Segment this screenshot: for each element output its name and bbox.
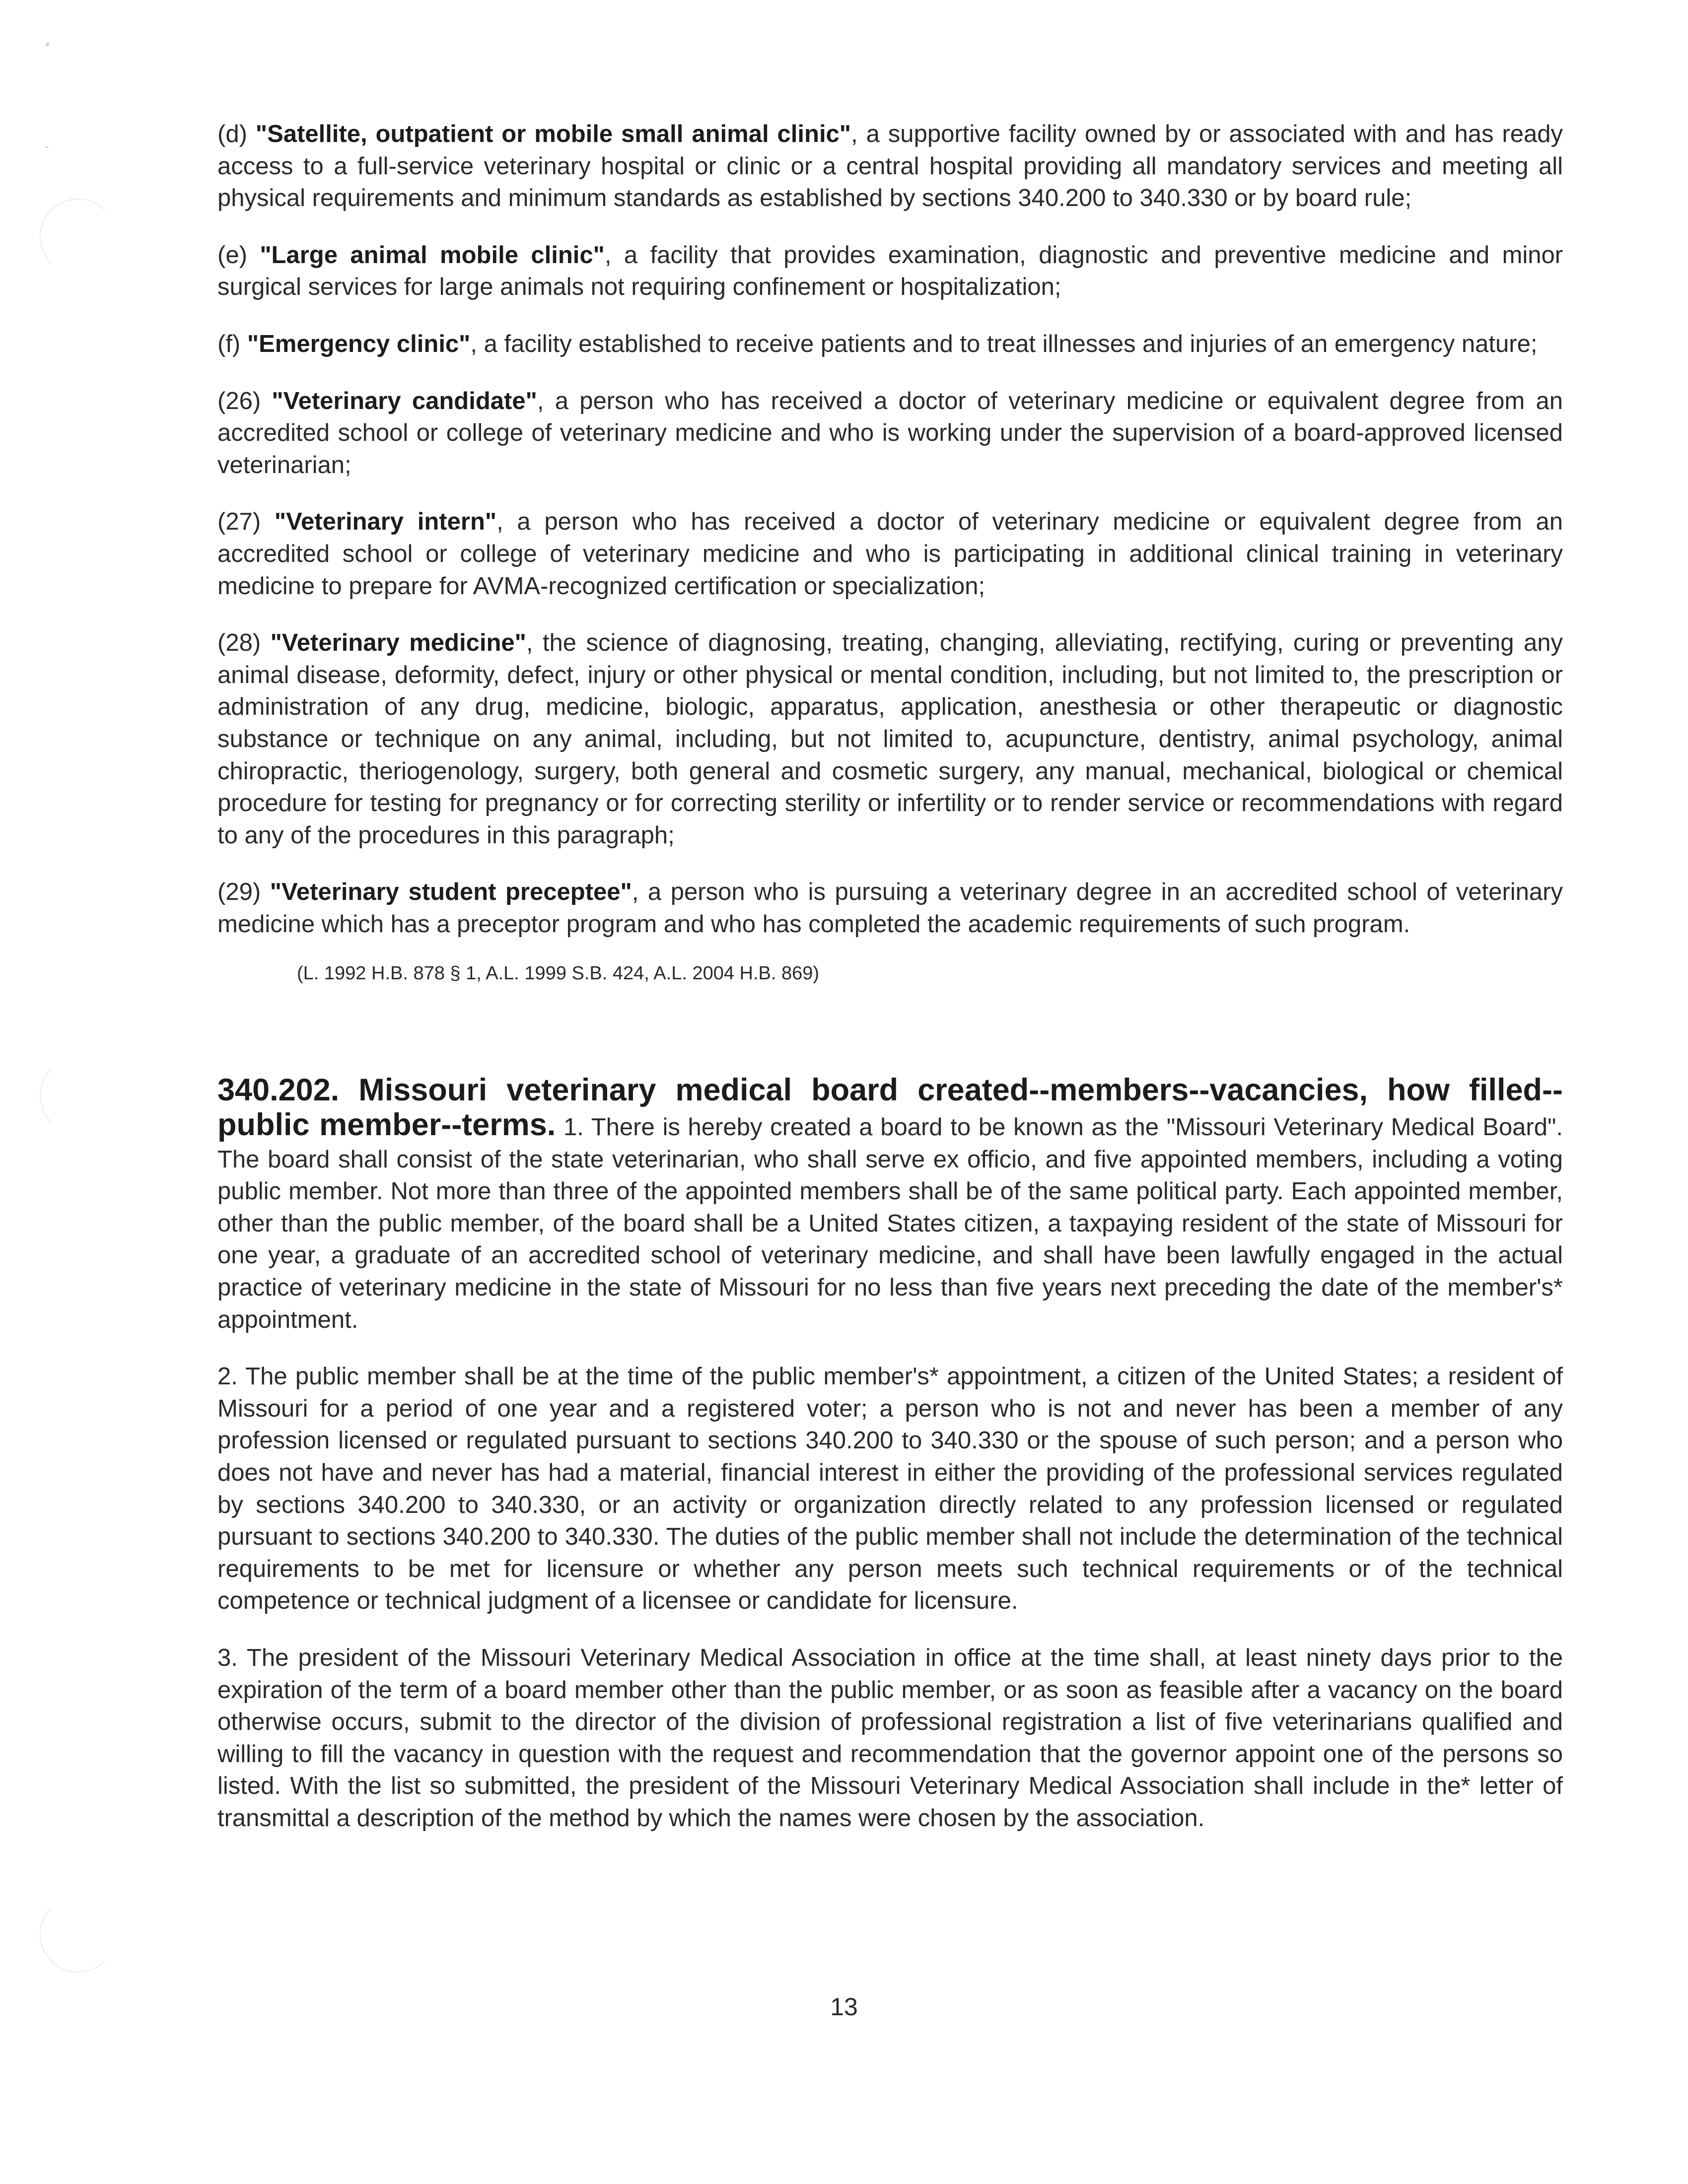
section-340-202 <box>217 1074 1563 1834</box>
defined-term: "Large animal mobile clinic" <box>260 241 605 269</box>
punch-hole-mark-bottom <box>40 1896 116 1973</box>
punch-hole-mark-top <box>40 199 116 275</box>
item-label: (f) <box>217 330 247 357</box>
definition-text: , a person who is pursuing a veterinary degree in an accredited school of veterinary medicine which has a preceptor program and who has completed the academic requirements of such program. <box>217 879 1563 938</box>
definition-e <box>217 239 1563 303</box>
item-label: (e) <box>217 241 260 269</box>
defined-term: "Satellite, outpatient or mobile small animal clinic" <box>255 121 851 147</box>
item-label: (d) <box>217 121 256 147</box>
definition-d <box>217 118 1563 214</box>
defined-term: "Veterinary student preceptee" <box>270 879 632 906</box>
definition-text: , a facility that provides examination, diagnostic and preventive medicine and minor surgical services for large animals not requiring confinement or hospitalization; <box>217 241 1563 301</box>
defined-term: "Veterinary intern" <box>274 508 497 536</box>
item-label: (29) <box>217 879 270 906</box>
definition-27 <box>217 506 1563 602</box>
section-paragraph-2: 2. The public member shall be at the time of the public member's* appointment, a citizen of the United States; a resident of Missouri for a period of one year and a registered voter; a person who is not and never has been a member of any profession licensed or regulated pursuant to sections 340.200 to 340.330 or the spouse of such person; and a person who does not have and never has had a material, financial interest in either the providing of the professional services regulated by sections 340.200 to 340.330, or an activity or organization directly related to any profession licensed or regulated pursuant to sections 340.200 to 340.330. The duties of the public member shall not include the determination of the technical requirements to be met for licensure or whether any person meets such technical requirements or of the technical competence or technical judgment of a licensee or candidate for licensure. <box>217 1363 1563 1615</box>
definition-text: , a person who has received a doctor of veterinary medicine or equivalent degree from an accredited school or college of veterinary medicine and who is working under the supervision of a board-approved licensed veterinarian; <box>217 387 1563 478</box>
item-label: (28) <box>217 629 271 657</box>
definition-29 <box>217 876 1563 940</box>
page-number: 13 <box>830 1993 858 2021</box>
history-note: (L. 1992 H.B. 878 § 1, A.L. 1999 S.B. 424, A.L. 2004 H.B. 869) <box>297 963 820 984</box>
defined-term: "Veterinary medicine" <box>270 629 526 657</box>
definition-text: , a supportive facility owned by or associated with and has ready access to a full-service veterinary hospital or clinic or a central hospital providing all mandatory services and meeting all physical requirements and minimum standards as established by sections 340.200 to 340.330 or by board rule; <box>217 121 1563 212</box>
section-paragraph-3: 3. The president of the Missouri Veterinary Medical Association in office at the time shall, at least ninety days prior to the expiration of the term of a board member other than the public member, or as soon as feasible after a vacancy on the board otherwise occurs, submit to the director of the division of professional registration a list of five veterinarians qualified and willing to fill the vacancy in question with the request and recommendation that the governor appoint one of the persons so listed. With the list so submitted, the president of the Missouri Veterinary Medical Association shall include in the* letter of transmittal a description of the method by which the names were chosen by the association. <box>217 1644 1563 1832</box>
definition-text: , a person who has received a doctor of veterinary medicine or equivalent degree from an accredited school or college of veterinary medicine and who is participating in additional clinical training in veterinary medicine to prepare for AVMA-recognized certification or specialization; <box>217 508 1563 600</box>
scan-speck <box>45 146 49 148</box>
definition-text: , the science of diagnosing, treating, changing, alleviating, rectifying, curing or preventing any animal disease, deformity, defect, injury or other physical or mental condition, including, but not limited to, the prescription or administration of any drug, medicine, biologic, apparatus, application, anesthesia or other therapeutic or diagnostic substance or technique on any animal, including, but not limited to, acupuncture, dentistry, animal psychology, animal chiropractic, theriogenology, surgery, both general and cosmetic surgery, any manual, mechanical, biological or chemical procedure for testing for pregnancy or for correcting sterility or infertility or to render service or recommendations with regard to any of the procedures in this paragraph; <box>217 629 1563 849</box>
section-paragraph-1 <box>217 1074 1563 1336</box>
item-label: (26) <box>217 387 272 414</box>
section-heading: 340.202. Missouri veterinary medical board created--members--vacancies, how filled--public member--terms. <box>217 1073 1563 1143</box>
punch-hole-mark-middle <box>40 1057 116 1134</box>
definition-28 <box>217 627 1563 851</box>
document-page <box>217 118 1563 1859</box>
defined-term: "Veterinary candidate" <box>272 387 537 414</box>
section-text: 1. There is hereby created a board to be known as the "Missouri Veterinary Medical Board". The board shall consist of the state veterinarian, who shall serve ex officio, and five appointed members, including a voting public member. Not more than three of the appointed members shall be of the same political party. Each appointed member, other than the public member, of the board shall be a United States citizen, a taxpaying resident of the state of Missouri for one year, a graduate of an accredited school of veterinary medicine, and shall have been lawfully engaged in the actual practice of veterinary medicine in the state of Missouri for no less than five years next preceding the date of the member's* appointment. <box>217 1114 1563 1333</box>
definition-text: , a facility established to receive patients and to treat illnesses and injuries of an emergency nature; <box>470 330 1538 357</box>
definition-26 <box>217 385 1563 481</box>
defined-term: "Emergency clinic" <box>247 330 471 357</box>
item-label: (27) <box>217 508 275 536</box>
scan-speck <box>46 43 49 46</box>
definition-f <box>217 328 1563 360</box>
